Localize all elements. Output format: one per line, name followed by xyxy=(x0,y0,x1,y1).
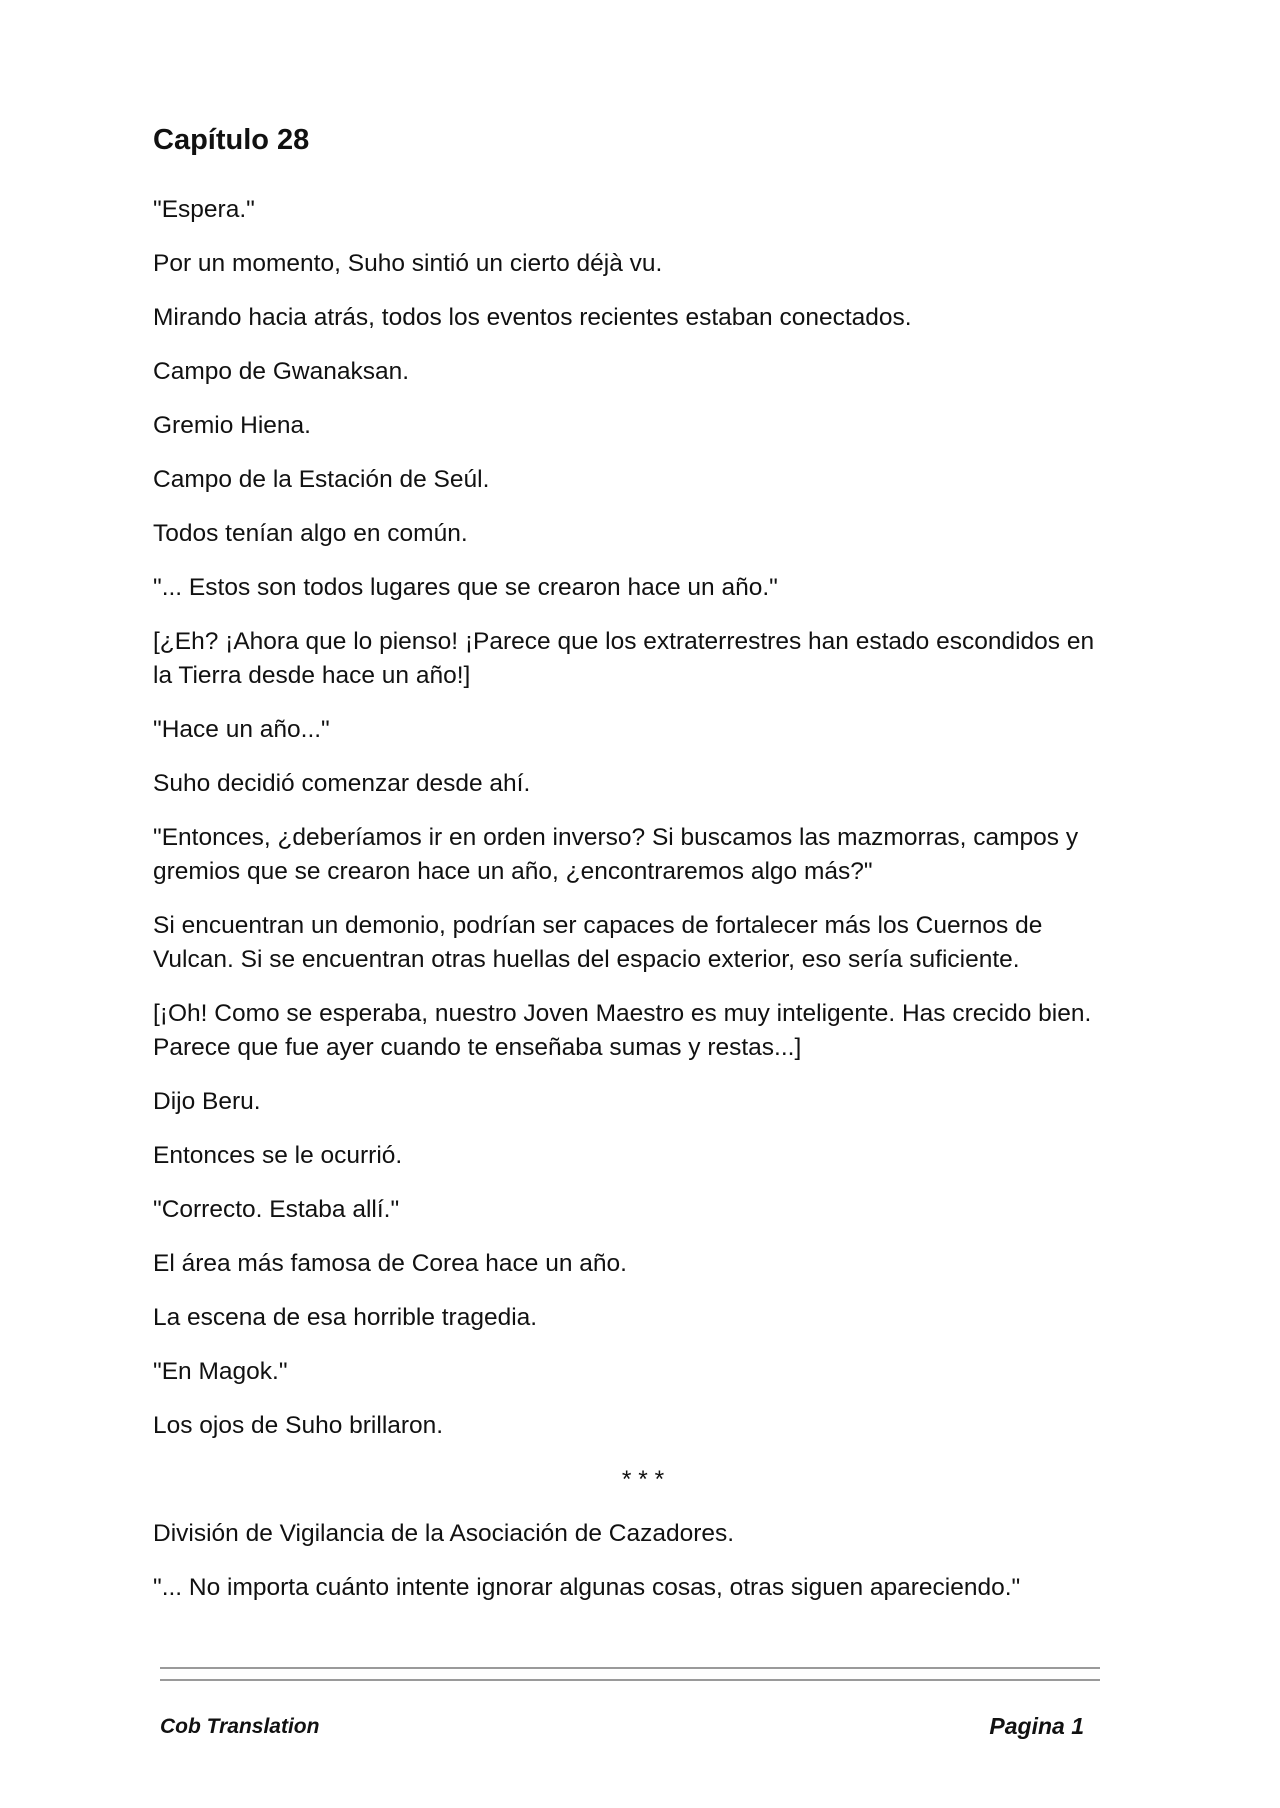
paragraph: "... No importa cuánto intente ignorar algunas cosas, otras siguen apareciendo." xyxy=(153,1574,1021,1601)
paragraph: Dijo Beru. xyxy=(153,1088,261,1115)
paragraph: Suho decidió comenzar desde ahí. xyxy=(153,770,531,797)
paragraph: [¿Eh? ¡Ahora que lo pienso! ¡Parece que los extraterrestres han estado escondidos en la Tierra desde hace un año!] xyxy=(153,628,1095,689)
paragraph: Entonces se le ocurrió. xyxy=(153,1142,403,1169)
paragraph: Gremio Hiena. xyxy=(153,412,311,439)
paragraph: "Hace un año..." xyxy=(153,716,330,743)
paragraph: Todos tenían algo en común. xyxy=(153,520,468,547)
scene-break: * * * xyxy=(621,1466,665,1493)
paragraph: "Entonces, ¿deberíamos ir en orden inverso? Si buscamos las mazmorras, campos y gremios que se crearon hace un año, ¿encontraremos algo más?" xyxy=(153,824,1079,885)
paragraph: Los ojos de Suho brillaron. xyxy=(153,1412,444,1439)
paragraph: División de Vigilancia de la Asociación de Cazadores. xyxy=(153,1520,735,1547)
paragraph: "Espera." xyxy=(153,196,255,223)
paragraph: "En Magok." xyxy=(153,1358,288,1385)
paragraph: Por un momento, Suho sintió un cierto déjà vu. xyxy=(153,250,663,277)
paragraph: Campo de Gwanaksan. xyxy=(153,358,410,385)
footer-page-number: Pagina 1 xyxy=(989,1713,1084,1739)
paragraph: El área más famosa de Corea hace un año. xyxy=(153,1250,627,1277)
footer-divider-top xyxy=(160,1667,1100,1669)
paragraph: La escena de esa horrible tragedia. xyxy=(153,1304,538,1331)
chapter-title: Capítulo 28 xyxy=(153,124,310,156)
paragraph: "Correcto. Estaba allí." xyxy=(153,1196,400,1223)
chapter-body xyxy=(153,193,1103,1625)
paragraph: [¡Oh! Como se esperaba, nuestro Joven Maestro es muy inteligente. Has crecido bien. Parece que fue ayer cuando te enseñaba sumas y restas...] xyxy=(153,1000,1092,1061)
footer-translator-credit: Cob Translation xyxy=(160,1715,320,1738)
footer-divider-bottom xyxy=(160,1679,1100,1681)
paragraph: Mirando hacia atrás, todos los eventos recientes estaban conectados. xyxy=(153,304,912,331)
paragraph: Si encuentran un demonio, podrían ser capaces de fortalecer más los Cuernos de Vulcan. Si se encuentran otras huellas del espacio exterior, eso sería suficiente. xyxy=(153,912,1043,973)
paragraph: Campo de la Estación de Seúl. xyxy=(153,466,490,493)
paragraph: "... Estos son todos lugares que se crearon hace un año." xyxy=(153,574,778,601)
